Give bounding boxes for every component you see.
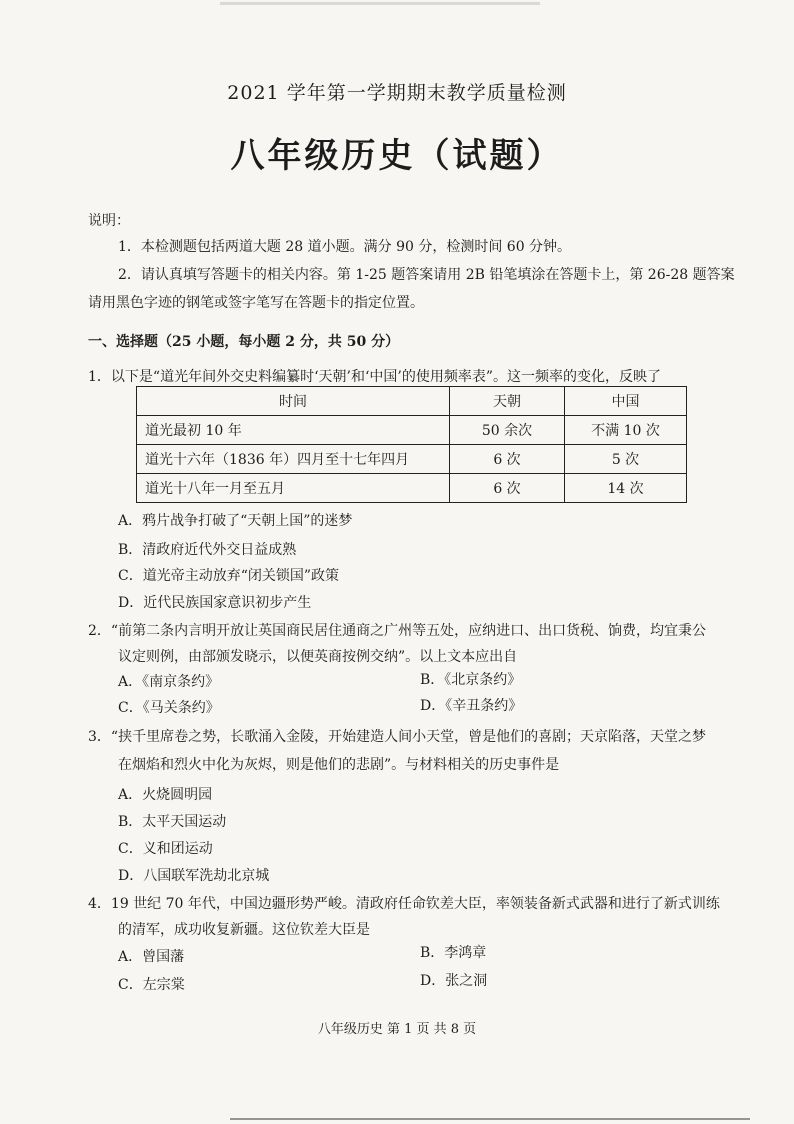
q1-option-d: D．近代民族国家意识初步产生 — [118, 595, 312, 611]
instructions-label: 说明： — [88, 213, 130, 229]
q1-stem: 1．以下是“道光年间外交史料编纂时‘天朝’和‘中国’的使用频率表”。这一频率的变化，反映了 — [88, 369, 662, 385]
q1-option-c: C．道光帝主动放弃“闭关锁国”政策 — [118, 568, 340, 584]
q2-stem-line-2: 议定则例，由部颁发晓示，以便英商按例交纳”。以上文本应出自 — [118, 649, 518, 665]
scan-artifact-top — [220, 2, 540, 5]
q2-stem-line-1: 2．“前第二条内言明开放让英国商民居住通商之广州等五处，应纳进口、出口货税、饷费，均宜秉公 — [88, 623, 707, 639]
q4-stem-line-2: 的清军，成功收复新疆。这位钦差大臣是 — [118, 922, 370, 938]
q3-option-c: C．义和团运动 — [118, 841, 213, 857]
q2-option-d: D．《辛丑条约》 — [420, 698, 523, 714]
section-1-heading: 一、选择题（25 小题，每小题 2 分，共 50 分） — [88, 334, 400, 350]
q4-option-b: B．李鸿章 — [420, 945, 487, 961]
table-header-row — [137, 387, 687, 416]
q4-option-d: D．张之洞 — [420, 973, 488, 989]
table-cell: 6 次 — [450, 445, 565, 474]
q4-option-c: C．左宗棠 — [118, 977, 185, 993]
q3-option-b: B．太平天国运动 — [118, 814, 227, 830]
q4-option-a: A．曾国藩 — [118, 949, 185, 965]
table-row — [137, 416, 687, 445]
q1-frequency-table — [136, 386, 687, 503]
table-row — [137, 474, 687, 503]
table-cell: 道光最初 10 年 — [137, 416, 450, 445]
table-cell: 不满 10 次 — [565, 416, 687, 445]
instructions-line-1: 1．本检测题包括两道大题 28 道小题。满分 90 分，检测时间 60 分钟。 — [118, 239, 572, 255]
q2-option-b: B．《北京条约》 — [420, 672, 522, 688]
exam-title: 八年级历史（试题） — [230, 136, 564, 176]
table-cell: 6 次 — [450, 474, 565, 503]
table-header-cell: 时间 — [137, 387, 450, 416]
q1-option-a: A．鸦片战争打破了“天朝上国”的迷梦 — [118, 513, 353, 529]
table-cell: 50 余次 — [450, 416, 565, 445]
q1-option-b: B．清政府近代外交日益成熟 — [118, 542, 297, 558]
q4-stem-line-1: 4．19 世纪 70 年代，中国边疆形势严峻。清政府任命钦差大臣，率领装备新式武器和进行了新式训练 — [88, 896, 720, 912]
q3-option-d: D．八国联军洗劫北京城 — [118, 868, 270, 884]
q3-option-a: A．火烧圆明园 — [118, 787, 213, 803]
instructions-line-2a: 2．请认真填写答题卡的相关内容。第 1-25 题答案请用 2B 铅笔填涂在答题卡上，第 26-28 题答案 — [118, 267, 735, 283]
table-header-cell: 中国 — [565, 387, 687, 416]
scan-artifact-bottom — [230, 1118, 750, 1120]
q3-stem-line-2: 在烟焰和烈火中化为灰烬，则是他们的悲剧”。与材料相关的历史事件是 — [118, 757, 560, 773]
table-cell: 5 次 — [565, 445, 687, 474]
page-footer: 八年级历史 第 1 页 共 8 页 — [317, 1022, 477, 1037]
instructions-line-2b: 请用黑色字迹的钢笔或签字笔写在答题卡的指定位置。 — [88, 295, 424, 311]
table-cell: 道光十六年（1836 年）四月至十七年四月 — [137, 445, 450, 474]
table-cell: 道光十八年一月至五月 — [137, 474, 450, 503]
table-cell: 14 次 — [565, 474, 687, 503]
q3-stem-line-1: 3．“挟千里席卷之势，长歌涌入金陵，开始建造人间小天堂，曾是他们的喜剧；天京陷落，天堂之梦 — [88, 729, 707, 745]
exam-subtitle: 2021 学年第一学期期末教学质量检测 — [227, 82, 567, 104]
table-header-cell: 天朝 — [450, 387, 565, 416]
q2-option-a: A．《南京条约》 — [118, 674, 220, 690]
q2-option-c: C．《马关条约》 — [118, 700, 220, 716]
table-row — [137, 445, 687, 474]
